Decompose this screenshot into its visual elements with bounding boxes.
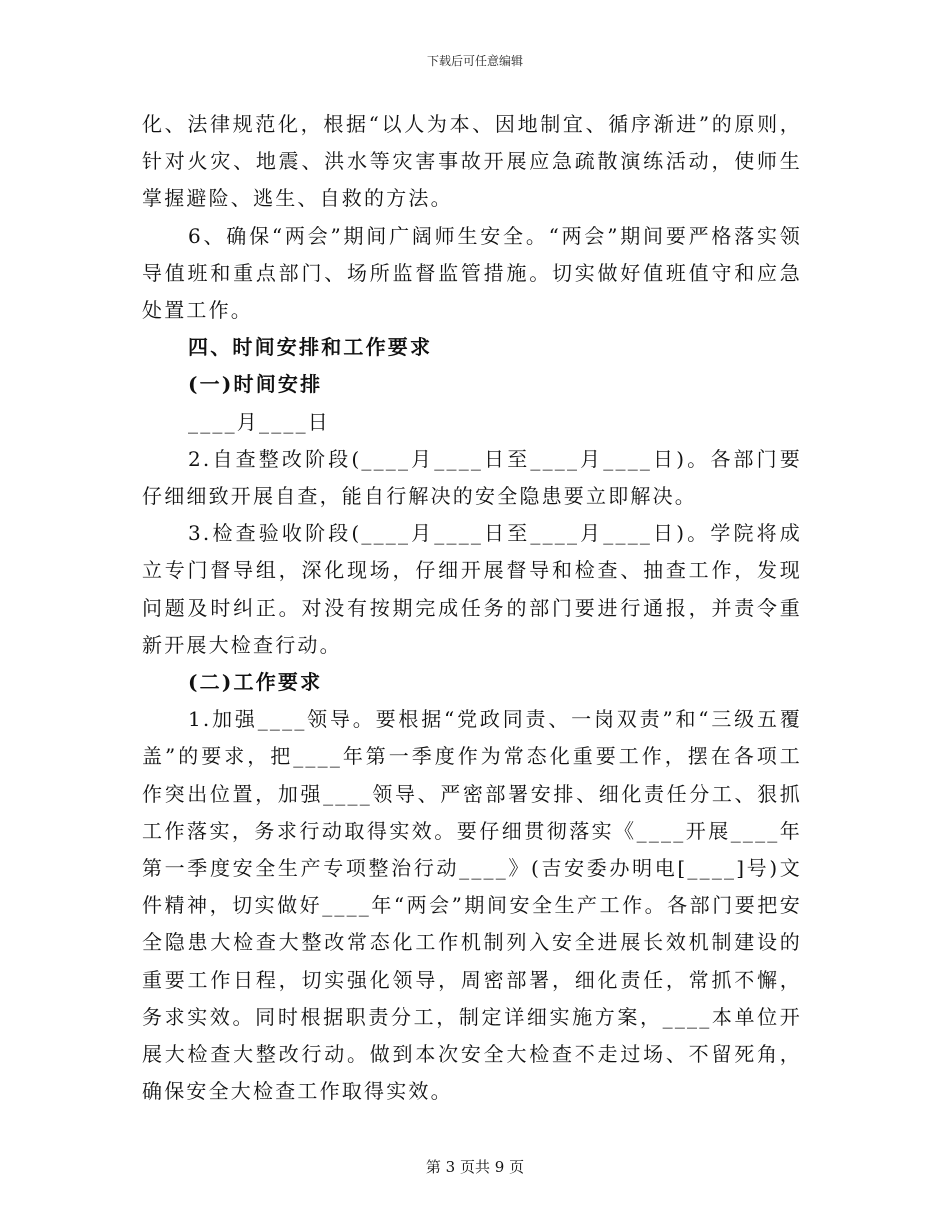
paragraph-item-3: 3.检查验收阶段(____月____日至____月____日)。学院将成立专门督导组，深化现场，仔细开展督导和检查、抽查工作，发现问题及时纠正。对没有按期完成任务的部门要进行通报，并责令重新开展大检查行动。 [142, 521, 802, 657]
paragraph-requirement-1: 1.加强____领导。要根据“党政同责、一岗双责”和“三级五覆盖”的要求，把____年第一季度作为常态化重要工作，摆在各项工作突出位置，加强____领导、严密部署安排、细化责任分工、狠抓工作落实，务求行动取得实效。要仔细贯彻落实《____开展____年第一季度安全生产专项整治行动____》(吉安委办明电[____]号)文件精神，切实做好____年“两会”期间安全生产工作。各部门要把安全隐患大检查大整改常态化工作机制列入安全进展长效机制建设的重要工作日程，切实强化领导，周密部署，细化责任，常抓不懈，务求实效。同时根据职责分工，制定详细实施方案，____本单位开展大检查大整改行动。做到本次安全大检查不走过场、不留死角，确保安全大检查工作取得实效。 [142, 707, 802, 1104]
section-heading-4: 四、时间安排和工作要求 [188, 335, 433, 360]
paragraph-date-blank: ____月____日 [188, 409, 330, 434]
document-body [142, 106, 802, 1110]
subsection-heading-requirements: (二)工作要求 [188, 670, 323, 695]
page-footer: 第 3 页共 9 页 [425, 1158, 525, 1176]
paragraph-continuation: 化、法律规范化，根据“以人为本、因地制宜、循序渐进”的原则，针对火灾、地震、洪水等灾害事故开展应急疏散演练活动，使师生掌握避险、逃生、自救的方法。 [142, 112, 802, 211]
page-header: 下载后可任意编辑 [426, 54, 523, 68]
paragraph-item-6: 6、确保“两会”期间广阔师生安全。“两会”期间要严格落实领导值班和重点部门、场所监督监管措施。切实做好值班值守和应急处置工作。 [142, 223, 802, 323]
subsection-heading-schedule: (一)时间安排 [188, 372, 323, 397]
paragraph-item-2: 2.自查整改阶段(____月____日至____月____日)。各部门要仔细细致开展自查，能自行解决的安全隐患要立即解决。 [142, 446, 802, 509]
